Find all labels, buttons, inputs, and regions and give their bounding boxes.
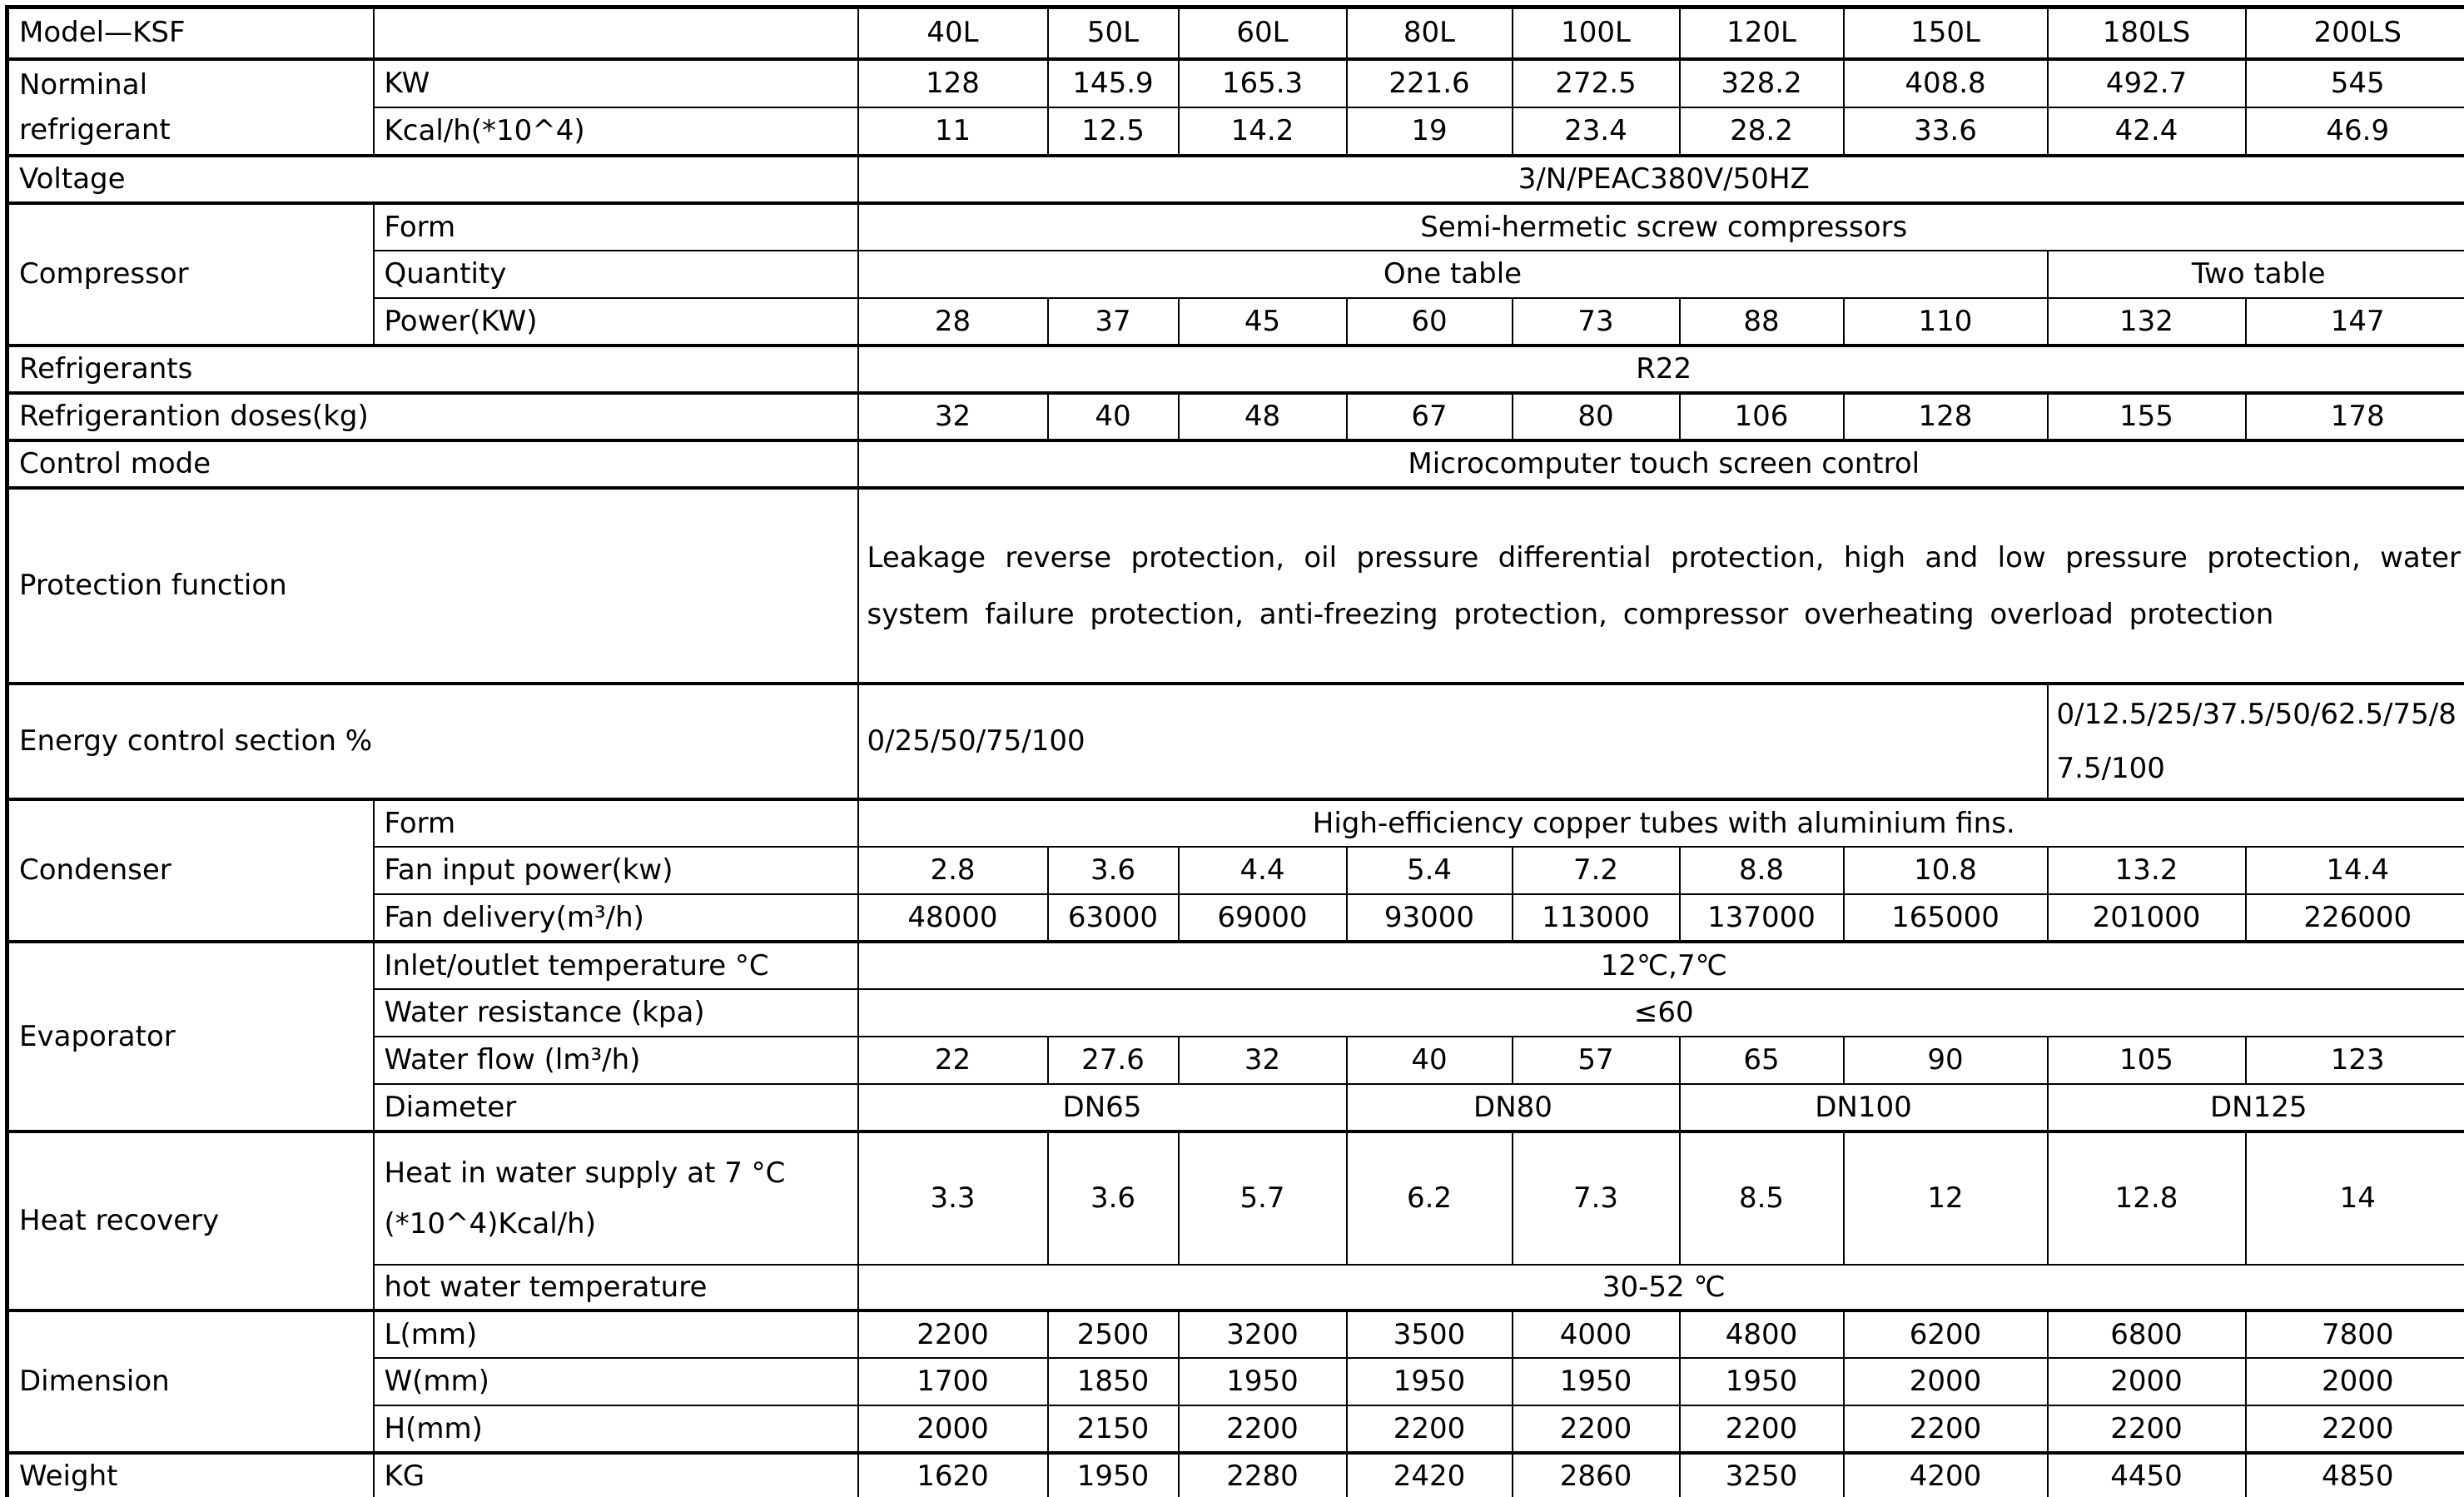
row-label-diameter: Diameter [374, 1084, 858, 1131]
row-label-control-mode: Control mode [7, 440, 858, 488]
energy-standard-value: 0/25/50/75/100 [858, 684, 2048, 799]
row-label-condenser-form: Form [374, 799, 858, 847]
dim-l-value: 7800 [2246, 1310, 2464, 1358]
heat-supply-value: 14 [2246, 1131, 2464, 1265]
group-label-weight: Weight [7, 1453, 374, 1497]
dim-h-value: 2200 [1680, 1405, 1844, 1453]
row-label-kw: KW [374, 59, 858, 107]
dim-h-value: 2200 [1513, 1405, 1680, 1453]
power-value: 45 [1179, 298, 1347, 346]
row-label-heat-supply: Heat in water supply at 7 °C (*10^4)Kcal/h) [374, 1131, 858, 1265]
model-header-cell: 150L [1844, 7, 2048, 59]
row-label-water-flow: Water flow (lm³/h) [374, 1037, 858, 1084]
fan-input-value: 4.4 [1179, 847, 1347, 894]
doses-value: 178 [2246, 393, 2464, 440]
row-label-power: Power(KW) [374, 298, 858, 346]
kcal-value: 19 [1347, 107, 1513, 156]
fan-input-value: 10.8 [1844, 847, 2048, 894]
heat-supply-value: 3.3 [858, 1131, 1048, 1265]
model-row-label: Model—KSF [7, 7, 374, 59]
diameter-value: DN80 [1347, 1084, 1680, 1131]
water-flow-value: 40 [1347, 1037, 1513, 1084]
fan-input-value: 14.4 [2246, 847, 2464, 894]
fan-delivery-value: 226000 [2246, 894, 2464, 942]
doses-value: 155 [2048, 393, 2246, 440]
compressor-form-value: Semi-hermetic screw compressors [858, 203, 2464, 251]
water-flow-value: 22 [858, 1037, 1048, 1084]
dim-h-value: 2200 [1347, 1405, 1513, 1453]
row-label-protection: Protection function [7, 488, 858, 684]
fan-delivery-value: 165000 [1844, 894, 2048, 942]
group-label-condenser: Condenser [7, 799, 374, 942]
weight-value: 2420 [1347, 1453, 1513, 1497]
group-label-nominal [7, 59, 374, 157]
diameter-value: DN100 [1680, 1084, 2048, 1131]
doses-value: 32 [858, 393, 1048, 440]
model-header-cell: 180LS [2048, 7, 2246, 59]
weight-value: 2860 [1513, 1453, 1680, 1497]
row-label-doses: Refrigerantion doses(kg) [7, 393, 858, 440]
kw-value: 272.5 [1513, 59, 1680, 107]
row-label-inlet-outlet: Inlet/outlet temperature °C [374, 942, 858, 989]
spec-table [5, 5, 2464, 1497]
model-header-cell: 40L [858, 7, 1048, 59]
model-header-cell: 100L [1513, 7, 1680, 59]
refrigerants-value: R22 [858, 346, 2464, 393]
fan-delivery-value: 137000 [1680, 894, 1844, 942]
doses-value: 48 [1179, 393, 1347, 440]
row-label-dim-h: H(mm) [374, 1405, 858, 1453]
heat-supply-value: 12.8 [2048, 1131, 2246, 1265]
inlet-outlet-value: 12℃,7℃ [858, 942, 2464, 989]
dim-w-value: 2000 [2246, 1358, 2464, 1405]
dim-l-value: 2200 [858, 1310, 1048, 1358]
dim-h-value: 2200 [2048, 1405, 2246, 1453]
kcal-value: 12.5 [1048, 107, 1179, 156]
kcal-value: 23.4 [1513, 107, 1680, 156]
diameter-value: DN65 [858, 1084, 1347, 1131]
kw-value: 492.7 [2048, 59, 2246, 107]
dim-w-value: 1850 [1048, 1358, 1179, 1405]
control-mode-value: Microcomputer touch screen control [858, 440, 2464, 488]
fan-delivery-value: 93000 [1347, 894, 1513, 942]
row-label-dim-l: L(mm) [374, 1310, 858, 1358]
kw-value: 408.8 [1844, 59, 2048, 107]
dim-h-value: 2200 [1844, 1405, 2048, 1453]
fan-input-value: 3.6 [1048, 847, 1179, 894]
water-flow-value: 90 [1844, 1037, 2048, 1084]
heat-supply-value: 8.5 [1680, 1131, 1844, 1265]
diameter-value: DN125 [2048, 1084, 2464, 1131]
dim-w-value: 1950 [1347, 1358, 1513, 1405]
power-value: 147 [2246, 298, 2464, 346]
dim-w-value: 1700 [858, 1358, 1048, 1405]
dim-l-value: 6800 [2048, 1310, 2246, 1358]
power-value: 37 [1048, 298, 1179, 346]
model-header-cell: 120L [1680, 7, 1844, 59]
weight-value: 2280 [1179, 1453, 1347, 1497]
kw-value: 328.2 [1680, 59, 1844, 107]
hot-water-value: 30-52 ℃ [858, 1265, 2464, 1310]
row-label-quantity: Quantity [374, 251, 858, 298]
weight-value: 1950 [1048, 1453, 1179, 1497]
dim-l-value: 4800 [1680, 1310, 1844, 1358]
row-label-refrigerants: Refrigerants [7, 346, 858, 393]
weight-value: 4200 [1844, 1453, 2048, 1497]
power-value: 132 [2048, 298, 2246, 346]
voltage-value: 3/N/PEAC380V/50HZ [858, 156, 2464, 203]
power-value: 73 [1513, 298, 1680, 346]
group-label-dimension: Dimension [7, 1310, 374, 1453]
kw-value: 145.9 [1048, 59, 1179, 107]
dim-w-value: 2000 [1844, 1358, 2048, 1405]
fan-input-value: 13.2 [2048, 847, 2246, 894]
doses-value: 40 [1048, 393, 1179, 440]
weight-value: 4450 [2048, 1453, 2246, 1497]
kcal-value: 28.2 [1680, 107, 1844, 156]
power-value: 88 [1680, 298, 1844, 346]
fan-delivery-value: 69000 [1179, 894, 1347, 942]
water-flow-value: 123 [2246, 1037, 2464, 1084]
dim-h-value: 2200 [1179, 1405, 1347, 1453]
model-header-cell: 60L [1179, 7, 1347, 59]
dim-l-value: 4000 [1513, 1310, 1680, 1358]
power-value: 28 [858, 298, 1048, 346]
model-header-cell: 50L [1048, 7, 1179, 59]
weight-value: 4850 [2246, 1453, 2464, 1497]
dim-l-value: 2500 [1048, 1310, 1179, 1358]
water-flow-value: 57 [1513, 1037, 1680, 1084]
heat-supply-value: 5.7 [1179, 1131, 1347, 1265]
dim-h-value: 2150 [1048, 1405, 1179, 1453]
dim-l-value: 6200 [1844, 1310, 2048, 1358]
row-label-water-resistance: Water resistance (kpa) [374, 989, 858, 1037]
doses-value: 80 [1513, 393, 1680, 440]
row-label-weight-kg: KG [374, 1453, 858, 1497]
weight-value: 1620 [858, 1453, 1048, 1497]
fan-delivery-value: 48000 [858, 894, 1048, 942]
row-label-voltage: Voltage [7, 156, 858, 203]
model-header-cell: 200LS [2246, 7, 2464, 59]
row-label-compressor-form: Form [374, 203, 858, 251]
row-label-energy: Energy control section % [7, 684, 858, 799]
protection-value: Leakage reverse protection, oil pressure differential protection, high and low pressure protection, water system failure protection, anti-freezing protection, compressor overheating overload protection [858, 488, 2464, 684]
kw-value: 165.3 [1179, 59, 1347, 107]
fan-input-value: 7.2 [1513, 847, 1680, 894]
fan-input-value: 8.8 [1680, 847, 1844, 894]
heat-supply-value: 3.6 [1048, 1131, 1179, 1265]
row-label-fan-input: Fan input power(kw) [374, 847, 858, 894]
weight-value: 3250 [1680, 1453, 1844, 1497]
power-value: 110 [1844, 298, 2048, 346]
power-value: 60 [1347, 298, 1513, 346]
model-header-cell: 80L [1347, 7, 1513, 59]
dim-h-value: 2200 [2246, 1405, 2464, 1453]
doses-value: 106 [1680, 393, 1844, 440]
kcal-value: 46.9 [2246, 107, 2464, 156]
fan-delivery-value: 113000 [1513, 894, 1680, 942]
energy-ls-value: 0/12.5/25/37.5/50/62.5/75/87.5/100 [2048, 684, 2464, 799]
dim-l-value: 3200 [1179, 1310, 1347, 1358]
kcal-value: 42.4 [2048, 107, 2246, 156]
condenser-form-value: High-efficiency copper tubes with aluminium fins. [858, 799, 2464, 847]
kw-value: 128 [858, 59, 1048, 107]
row-label-dim-w: W(mm) [374, 1358, 858, 1405]
dim-w-value: 1950 [1513, 1358, 1680, 1405]
water-flow-value: 32 [1179, 1037, 1347, 1084]
fan-input-value: 2.8 [858, 847, 1048, 894]
water-resistance-value: ≤60 [858, 989, 2464, 1037]
water-flow-value: 27.6 [1048, 1037, 1179, 1084]
heat-supply-value: 6.2 [1347, 1131, 1513, 1265]
doses-value: 67 [1347, 393, 1513, 440]
water-flow-value: 105 [2048, 1037, 2246, 1084]
kcal-value: 11 [858, 107, 1048, 156]
dim-w-value: 2000 [2048, 1358, 2246, 1405]
heat-supply-value: 7.3 [1513, 1131, 1680, 1265]
water-flow-value: 65 [1680, 1037, 1844, 1084]
kcal-value: 33.6 [1844, 107, 2048, 156]
row-label-kcal: Kcal/h(*10^4) [374, 107, 858, 156]
dim-w-value: 1950 [1680, 1358, 1844, 1405]
header-empty-cell [374, 7, 858, 59]
row-label-fan-delivery: Fan delivery(m³/h) [374, 894, 858, 942]
dim-w-value: 1950 [1179, 1358, 1347, 1405]
quantity-two-value: Two table [2048, 251, 2464, 298]
fan-input-value: 5.4 [1347, 847, 1513, 894]
group-label-evaporator: Evaporator [7, 942, 374, 1131]
quantity-one-value: One table [858, 251, 2048, 298]
group-label-nominal-text: Norminal refrigerant [19, 67, 171, 147]
dim-l-value: 3500 [1347, 1310, 1513, 1358]
row-label-hot-water: hot water temperature [374, 1265, 858, 1310]
group-label-heat-recovery: Heat recovery [7, 1131, 374, 1310]
kw-value: 221.6 [1347, 59, 1513, 107]
fan-delivery-value: 63000 [1048, 894, 1179, 942]
kcal-value: 14.2 [1179, 107, 1347, 156]
fan-delivery-value: 201000 [2048, 894, 2246, 942]
group-label-compressor: Compressor [7, 203, 374, 346]
doses-value: 128 [1844, 393, 2048, 440]
dim-h-value: 2000 [858, 1405, 1048, 1453]
heat-supply-value: 12 [1844, 1131, 2048, 1265]
kw-value: 545 [2246, 59, 2464, 107]
